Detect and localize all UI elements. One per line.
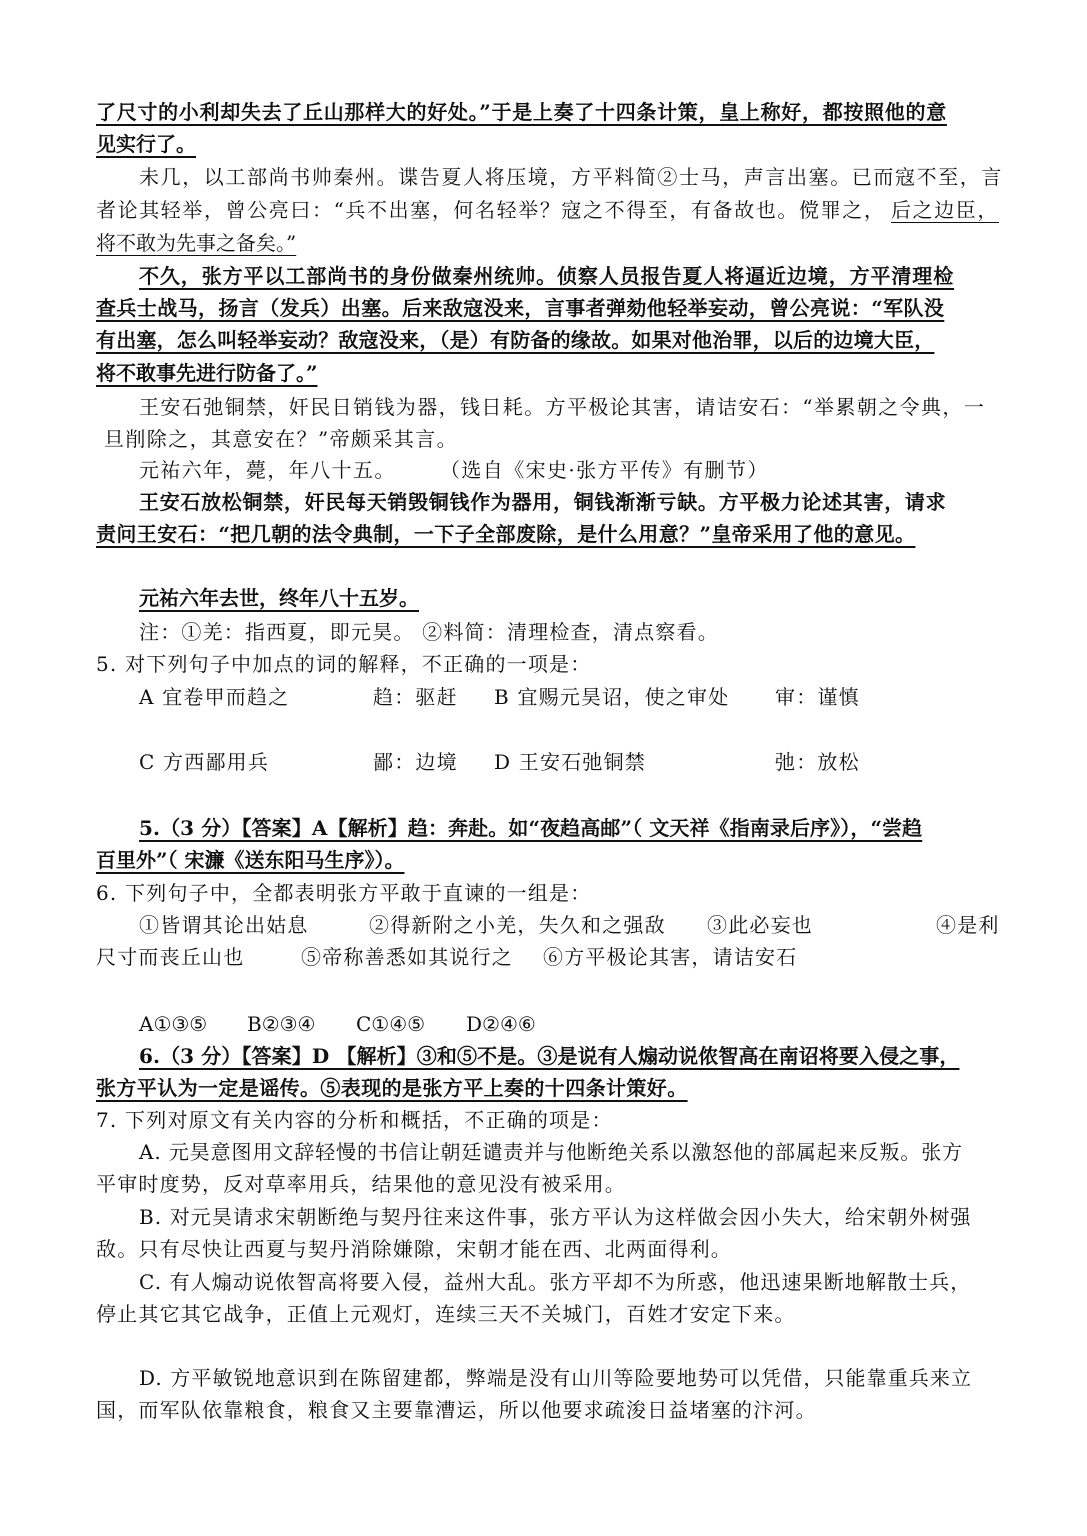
item-2: ②得新附之小羌，失久和之强敌 bbox=[369, 913, 666, 937]
item-1: ①皆谓其论出姑息 bbox=[139, 913, 309, 937]
text-line: 元祐六年去世，终年八十五岁。 bbox=[139, 586, 419, 610]
option-a-gloss: 趋：驱赶 bbox=[373, 685, 458, 709]
text-line: 王安石弛铜禁，奸民日销钱为器，钱日耗。方平极论其害，请诘安石：“举累朝之令典，一 bbox=[139, 395, 986, 419]
choice-b: B②③④ bbox=[247, 1012, 316, 1036]
q7-option-b: B. 对元昊请求宋朝断绝与契丹往来这件事，张方平认为这样做会因小失大，给宋朝外树强 bbox=[139, 1205, 972, 1229]
notes-line: 注：①羌：指西夏，即元昊。 ②料简：清理检查，清点察看。 bbox=[139, 620, 719, 644]
option-d-gloss: 弛：放松 bbox=[775, 750, 860, 774]
choice-d: D②④⑥ bbox=[466, 1012, 536, 1036]
item-4-cont: 尺寸而丧丘山也 bbox=[96, 945, 245, 969]
text-line-underlined: 后之边臣， bbox=[891, 198, 999, 222]
q7-option-c-cont: 停止其它其它战争，正值上元观灯，连续三天不关城门，百姓才安定下来。 bbox=[96, 1302, 796, 1326]
question-5-stem: 5. 对下列句子中加点的词的解释，不正确的一项是： bbox=[96, 652, 592, 676]
q7-option-d: D. 方平敏锐地意识到在陈留建都，弊端是没有山川等险要地势可以凭借，只能靠重兵来立 bbox=[139, 1366, 973, 1390]
text-line: 见实行了。 bbox=[96, 132, 196, 156]
question-7-stem: 7. 下列对原文有关内容的分析和概括，不正确的项是： bbox=[96, 1108, 613, 1132]
option-c: C 方西鄙用兵 bbox=[139, 750, 270, 774]
text-line: 了尺寸的小利却失去了丘山那样大的好处。”于是上奏了十四条计策，皇上称好，都按照他的意 bbox=[96, 100, 947, 124]
item-3: ③此必妄也 bbox=[707, 913, 813, 937]
text-line: 有出塞，怎么叫轻举妄动？敌寇没来，（是）有防备的缘故。如果对他治罪，以后的边境大臣， bbox=[96, 328, 935, 352]
answer-6: 6.（3 分）【答案】D 【解析】③和⑤不是。③是说有人煽动说侬智高在南诏将要入侵之事， bbox=[139, 1044, 960, 1068]
text-line-underlined: 将不敢为先事之备矣。” bbox=[96, 231, 297, 255]
option-b-gloss: 审：谨慎 bbox=[775, 685, 860, 709]
text-line: 王安石放松铜禁，奸民每天销毁铜钱作为器用，铜钱渐渐亏缺。方平极力论述其害，请求 bbox=[139, 490, 947, 514]
option-c-gloss: 鄙：边境 bbox=[373, 750, 458, 774]
q7-option-a: A. 元昊意图用文辞轻慢的书信让朝廷谴责并与他断绝关系以激怒他的部属起来反叛。张方 bbox=[139, 1140, 964, 1164]
answer-6-cont: 张方平认为一定是谣传。⑤表现的是张方平上奏的十四条计策好。 bbox=[96, 1076, 688, 1100]
choice-a: A①③⑤ bbox=[139, 1012, 208, 1036]
text-line: 旦削除之，其意安在？”帝颇采其言。 bbox=[104, 427, 459, 451]
q7-option-c: C. 有人煽动说侬智高将要入侵，益州大乱。张方平却不为所惑，他迅速果断地解散士兵， bbox=[139, 1270, 972, 1294]
text-line: 查兵士战马，扬言（发兵）出塞。后来敌寇没来，言事者弹劾他轻举妄动，曾公亮说：“军队没 bbox=[96, 296, 945, 320]
text-line: 者论其轻举，曾公亮曰：“兵不出塞，何名轻举？寇之不得至，有备故也。傥罪之， bbox=[96, 198, 886, 222]
source-citation: （选自《宋史·张方平传》有删节） bbox=[440, 458, 769, 482]
text-line: 未几，以工部尚书帅秦州。谍告夏人将压境，方平料简②士马，声言出塞。已而寇不至，言 bbox=[139, 165, 1003, 189]
text-line: 不久，张方平以工部尚书的身份做秦州统帅。侦察人员报告夏人将逼近边境，方平清理检 bbox=[139, 264, 955, 288]
question-6-stem: 6. 下列句子中，全都表明张方平敢于直谏的一组是： bbox=[96, 881, 592, 905]
q7-option-a-cont: 平审时度势，反对草率用兵，结果他的意见没有被采用。 bbox=[96, 1172, 626, 1196]
q7-option-b-cont: 敌。只有尽快让西夏与契丹消除嫌隙，宋朝才能在西、北两面得利。 bbox=[96, 1237, 732, 1261]
item-4: ④是利 bbox=[936, 913, 1000, 937]
text-line: 元祐六年，薨，年八十五。 bbox=[139, 458, 396, 482]
answer-5-cont: 百里外”（ 宋濂《送东阳马生序》）。 bbox=[96, 848, 405, 872]
option-d: D 王安石弛铜禁 bbox=[494, 750, 646, 774]
answer-5: 5.（3 分）【答案】A【解析】趋：奔赴。如“夜趋高邮”（ 文天祥《指南录后序》），“尝趋 bbox=[139, 816, 923, 840]
text-line: 责问王安石：“把几朝的法令典制，一下子全部废除，是什么用意？”皇帝采用了他的意见。 bbox=[96, 522, 916, 546]
q7-option-d-cont: 国，而军队依靠粮食，粮食又主要靠漕运，所以他要求疏浚日益堵塞的汴河。 bbox=[96, 1398, 817, 1422]
item-6: ⑥方平极论其害，请诘安石 bbox=[543, 945, 798, 969]
choice-c: C①④⑤ bbox=[356, 1012, 426, 1036]
text-line: 将不敢事先进行防备了。” bbox=[96, 361, 318, 385]
option-b: B 宜赐元昊诏，使之审处 bbox=[494, 685, 730, 709]
option-a: A 宜卷甲而趋之 bbox=[139, 685, 290, 709]
item-5: ⑤帝称善悉如其说行之 bbox=[301, 945, 513, 969]
